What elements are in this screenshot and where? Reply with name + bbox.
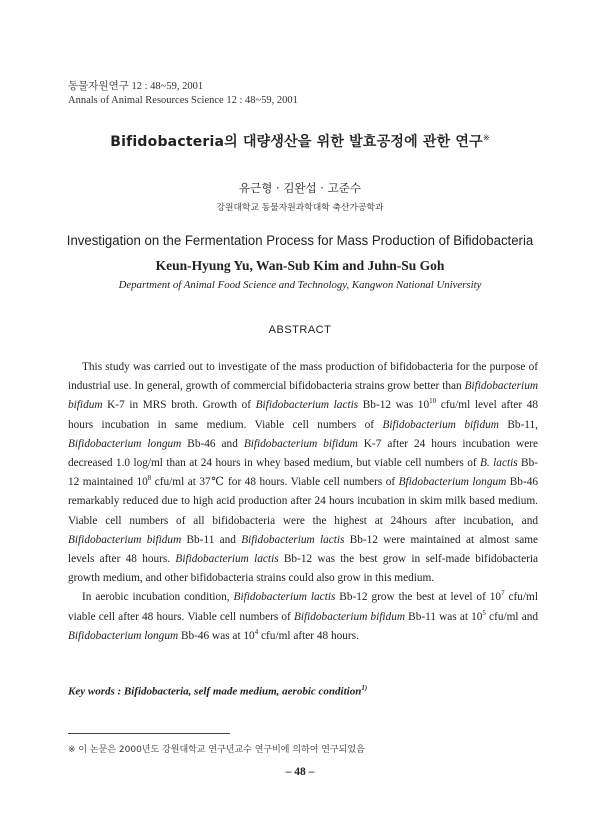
species-name: Bifidobacterium longum xyxy=(68,437,182,450)
abstract-heading: ABSTRACT xyxy=(268,324,332,336)
journal-citation-korean: 동물자원연구 12 : 48~59, 2001 xyxy=(68,81,204,92)
keywords xyxy=(68,684,367,698)
species-name: Bifidobacterium longum xyxy=(68,629,179,642)
text-run: In aerobic incubation condition, xyxy=(82,591,234,604)
text-run: cfu/ml after 48 hours. xyxy=(258,629,359,642)
journal-citation-english: Annals of Animal Resources Science 12 : 48~59, 2001 xyxy=(68,95,298,106)
journal-citation xyxy=(68,80,298,108)
text-run: This study was carried out to investigate of the mass production of bifidobacteria for the purpose of industrial use. In general, growth of commercial bifidobacteria strains grow better than xyxy=(68,361,538,393)
exponent: 5 xyxy=(482,608,486,617)
english-authors: Keun-Hyung Yu, Wan-Sub Kim and Juhn-Su Goh xyxy=(155,258,445,273)
text-run: cfu/ml level after 48 hours incubation in same medium. Viable cell numbers of xyxy=(68,399,538,431)
page-number: – 48 – xyxy=(285,766,315,778)
text-run: Bb-12 was 10 xyxy=(358,399,430,412)
keywords-text: Key words : Bifidobacteria, self made medium, aerobic condition xyxy=(68,685,362,698)
text-run: Bb-11 was at 10 xyxy=(405,610,483,623)
species-name: Bifidobacterium lactis xyxy=(175,553,279,566)
text-run: Bb-46 and xyxy=(181,437,244,450)
text-run: cfu/ml viable cell after 48 hours. Viable cell numbers of xyxy=(68,591,538,623)
text-run: Bb-12 maintained 10 xyxy=(68,457,538,489)
species-name: Bfidobacterium longum xyxy=(398,476,507,489)
korean-title xyxy=(0,131,600,151)
abstract-body xyxy=(68,358,538,646)
species-name: B. lactis xyxy=(480,457,518,470)
species-name: Bifidobacterium lactis xyxy=(233,591,336,604)
species-name: Bifidobacterium bifidum xyxy=(68,533,182,546)
korean-authors: 유근형 · 김완섭 · 고준수 xyxy=(239,181,361,195)
text-run: Bb-11, xyxy=(498,418,538,431)
species-name: Bifidobacterium lactis xyxy=(241,533,345,546)
species-name: Bifidobacterium bifidum xyxy=(382,418,499,431)
exponent: 8 xyxy=(147,474,152,483)
abstract-paragraph-1 xyxy=(68,358,538,588)
english-title: Investigation on the Fermentation Process for Mass Production of Bifidobacteria xyxy=(66,233,534,249)
species-name: Bifidobacterium bifidum xyxy=(293,610,406,623)
text-run: Bb-12 was the best grow in self-made bifidobacteria growth medium, and other bifidobacteria strains could also grow in this medium. xyxy=(68,553,538,585)
text-run: cfu/ml and xyxy=(485,610,539,623)
abstract-paragraph-2 xyxy=(68,588,538,646)
footnote-divider xyxy=(68,733,230,734)
text-run: Bb-12 grow the best at level of 10 xyxy=(335,591,502,604)
text-run: Bb-12 were maintained at almost same levels after 48 hours. xyxy=(68,533,539,566)
species-name: Bifidobacterium bifidum xyxy=(68,380,538,412)
text-run: K-7 in MRS broth. Growth of xyxy=(102,399,256,412)
text-run: K-7 after 24 hours incubation were decreased 1.0 log/ml than at 24 hours in whey based medium, but viable cell numbers of xyxy=(68,437,539,470)
footnote: ※ 이 논문은 2000년도 강원대학교 연구년교수 연구비에 의하여 연구되었음 xyxy=(68,745,365,755)
exponent: 4 xyxy=(254,628,259,637)
text-run: Bb-11 and xyxy=(181,533,242,546)
keywords-footnote-mark: 1) xyxy=(361,684,368,692)
text-run: cfu/ml at 37℃ for 48 hours. Viable cell numbers of xyxy=(151,476,399,489)
title-footnote-mark: ※ xyxy=(482,133,490,143)
species-name: Bifidobacterium lactis xyxy=(255,399,359,412)
species-name: Bifidobacterium bifidum xyxy=(243,437,358,450)
text-run: Bb-46 was at 10 xyxy=(178,629,255,642)
english-affiliation: Department of Animal Food Science and Technology, Kangwon National University xyxy=(118,279,482,291)
korean-title-text: Bifidobacteria의 대량생산을 위한 발효공정에 관한 연구 xyxy=(110,134,483,150)
exponent: 10 xyxy=(429,397,437,406)
text-run: Bb-46 remarkably reduced due to high acid production after 24 hours incubation in skim milk based medium. Viable cell numbers of all bifidobacteria were the highest at 24hours after incubation, and xyxy=(68,476,539,527)
exponent: 7 xyxy=(501,589,505,598)
korean-affiliation: 강원대학교 동물자원과학대학 축산가공학과 xyxy=(216,203,384,213)
